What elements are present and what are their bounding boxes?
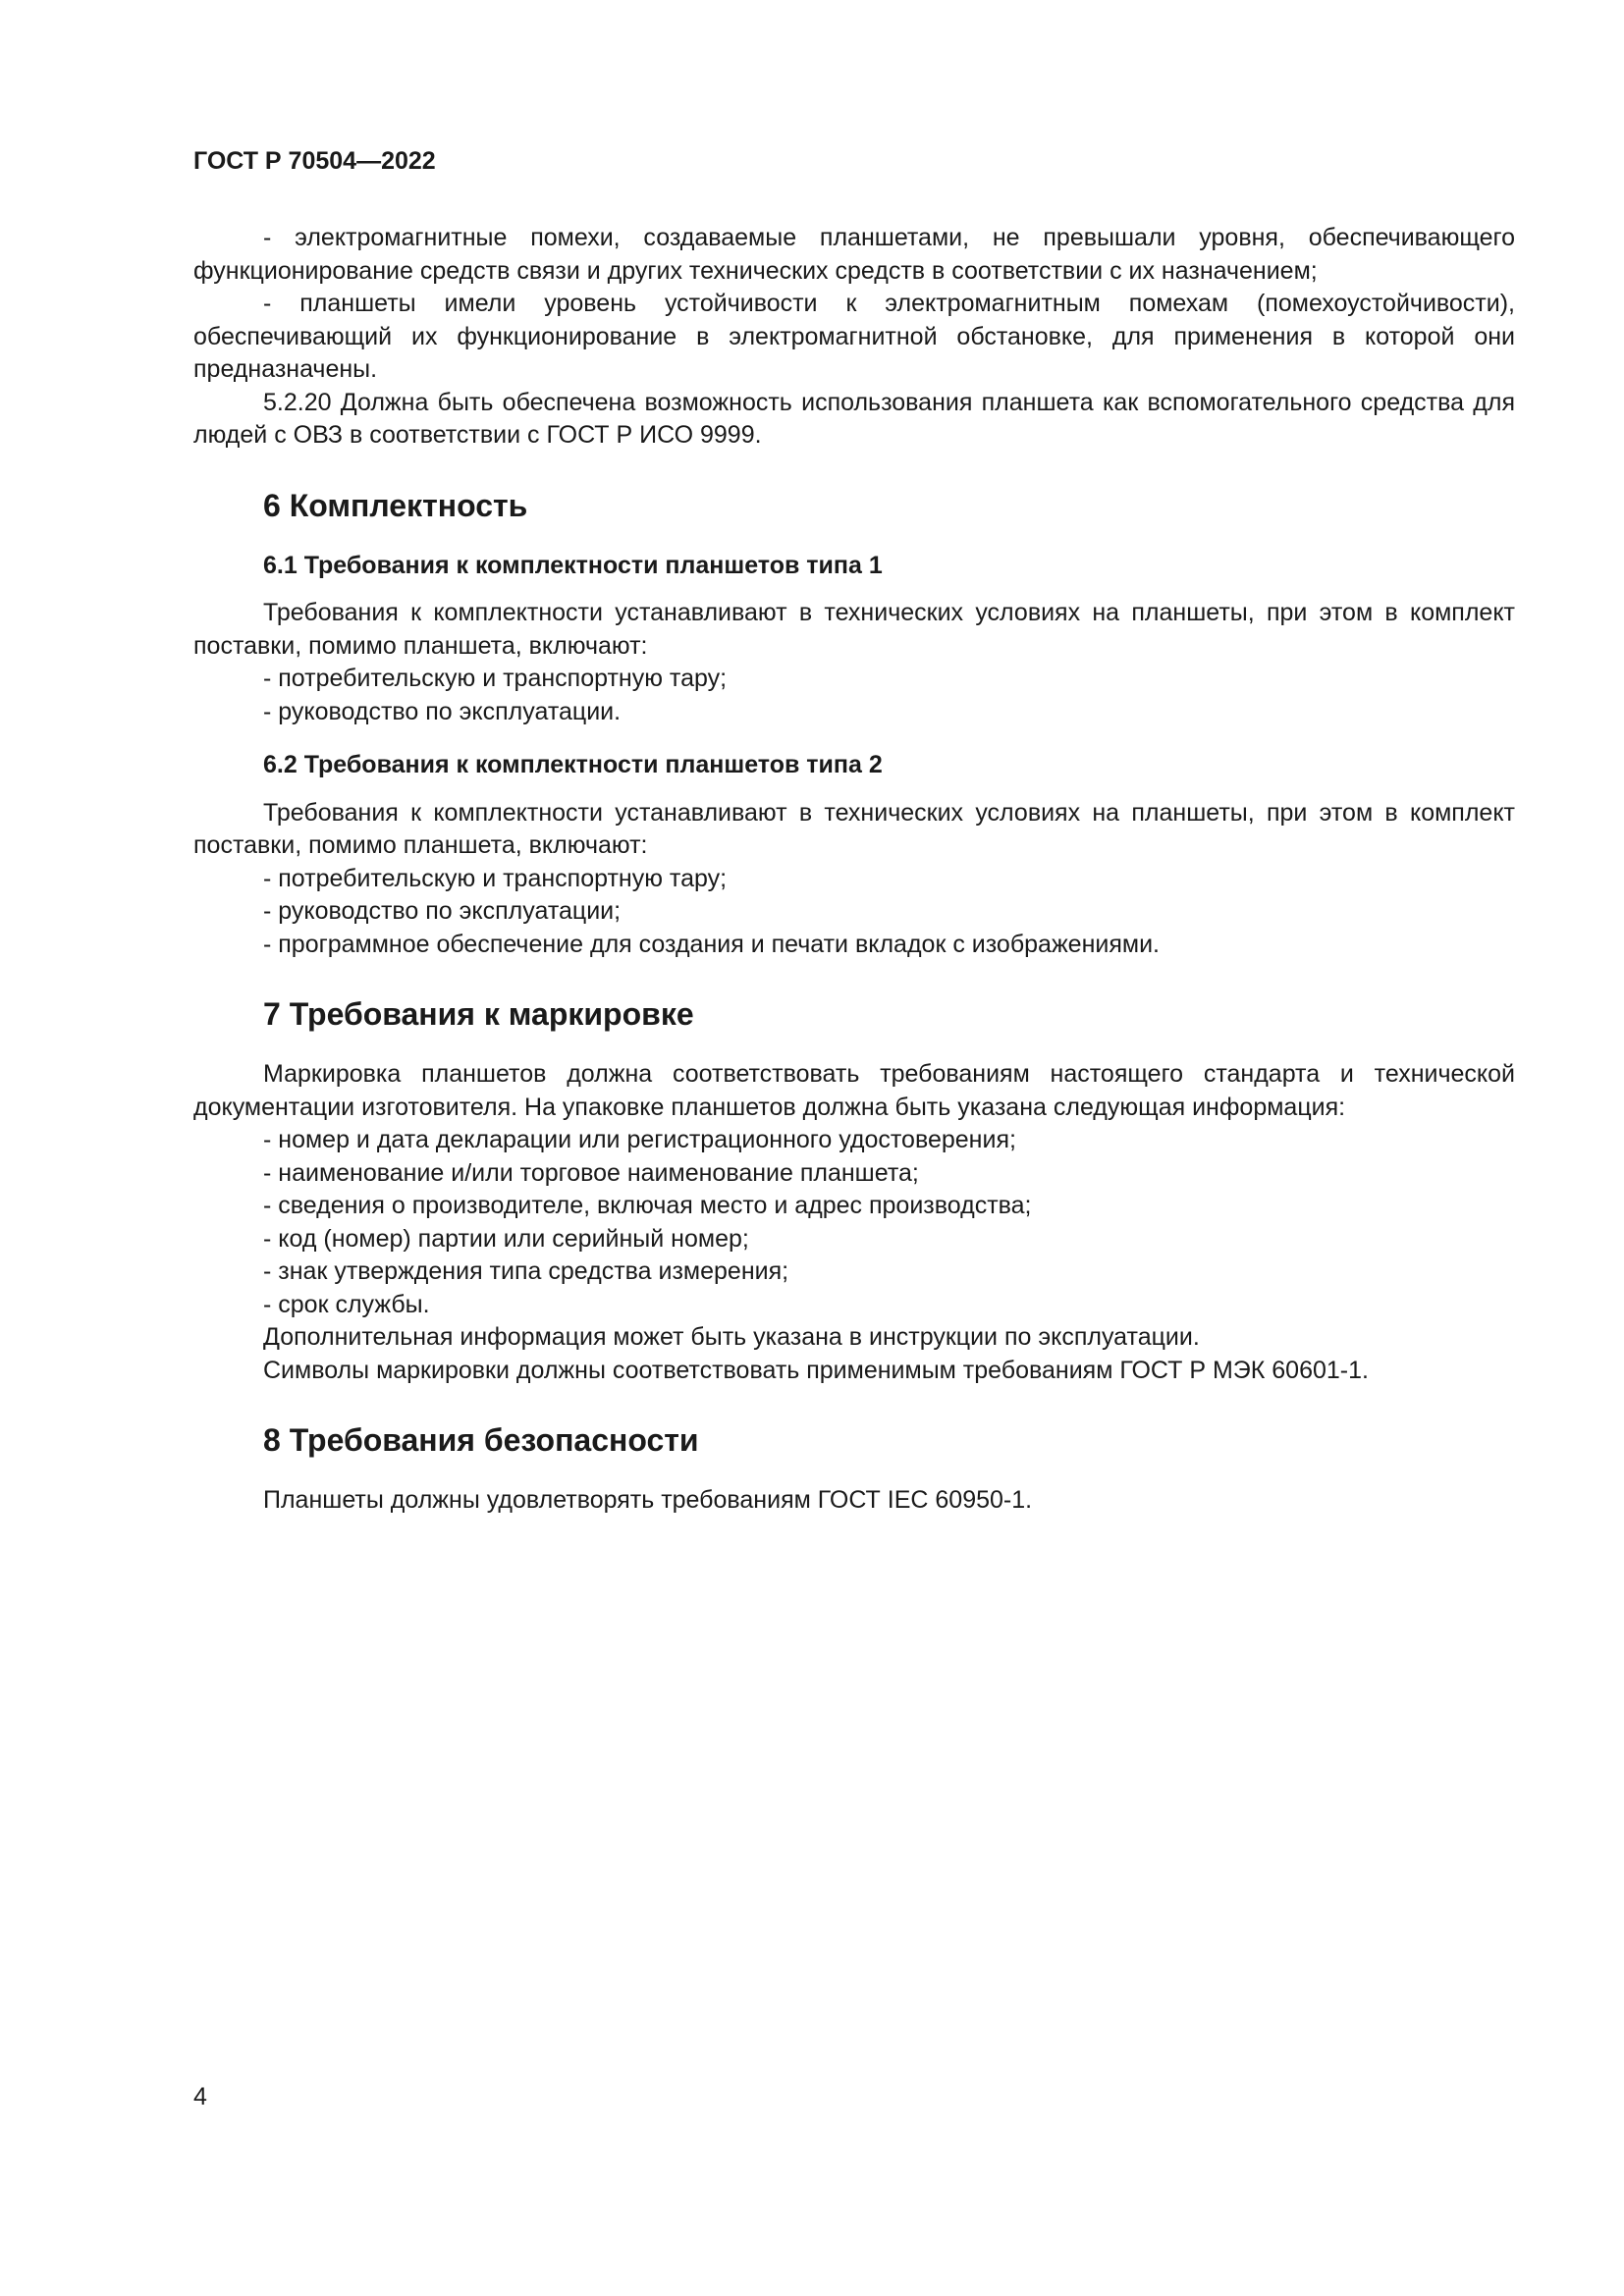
subsection-6-1-heading: 6.1 Требования к комплектности планшетов типа 1 — [263, 551, 883, 579]
list-item: - срок службы. — [263, 1290, 430, 1318]
paragraph: Дополнительная информация может быть указана в инструкции по эксплуатации. — [263, 1323, 1200, 1351]
list-item: - наименование и/или торговое наименование планшета; — [263, 1158, 919, 1187]
subsection-6-2-heading: 6.2 Требования к комплектности планшетов типа 2 — [263, 751, 883, 778]
page-number: 4 — [193, 2083, 207, 2110]
list-item: - номер и дата декларации или регистрационного удостоверения; — [263, 1126, 1016, 1153]
list-item: - знак утверждения типа средства измерения; — [263, 1257, 789, 1285]
section-7-heading: 7 Требования к маркировке — [263, 996, 694, 1032]
list-item: - потребительскую и транспортную тару; — [263, 665, 728, 692]
document-code-header: ГОСТ Р 70504—2022 — [193, 147, 436, 175]
paragraph: Маркировка планшетов должна соответствовать требованиям настоящего стандарта и технической документации изготовителя. На упаковке планшетов должна быть указана следующая информация: — [193, 1060, 1515, 1121]
list-item: - код (номер) партии или серийный номер; — [263, 1224, 749, 1253]
section-6-heading: 6 Комплектность — [263, 487, 528, 523]
clause-5-2-20: 5.2.20 Должна быть обеспечена возможность использования планшета как вспомогательного средства для людей с ОВЗ в соответствии с ГОСТ Р ИСО 9999. — [193, 388, 1515, 449]
paragraph: - электромагнитные помехи, создаваемые планшетами, не превышали уровня, обеспечивающего функционирование средств связи и других технических средств в соответствии с их назначением; — [193, 224, 1515, 285]
list-item: - руководство по эксплуатации. — [263, 697, 622, 725]
paragraph: Требования к комплектности устанавливают в технических условиях на планшеты, при этом в комплект поставки, помимо планшета, включают: — [193, 599, 1515, 660]
list-item: - потребительскую и транспортную тару; — [263, 864, 728, 892]
document-body — [193, 222, 1515, 1518]
list-item: - сведения о производителе, включая место и адрес производства; — [263, 1192, 1032, 1219]
list-item: - программное обеспечение для создания и печати вкладок с изображениями. — [263, 930, 1160, 958]
paragraph: Требования к комплектности устанавливают в технических условиях на планшеты, при этом в комплект поставки, помимо планшета, включают: — [193, 798, 1515, 859]
list-item: - руководство по эксплуатации; — [263, 897, 622, 925]
paragraph: Планшеты должны удовлетворять требованиям ГОСТ IEC 60950-1. — [263, 1486, 1033, 1514]
paragraph: - планшеты имели уровень устойчивости к электромагнитным помехам (помехоустойчивости), обеспечивающий их функционирование в электромагнитной обстановке, для применения в которой они предназначены. — [193, 290, 1515, 383]
section-8-heading: 8 Требования безопасности — [263, 1422, 699, 1458]
paragraph: Символы маркировки должны соответствовать применимым требованиям ГОСТ Р МЭК 60601-1. — [263, 1356, 1369, 1384]
